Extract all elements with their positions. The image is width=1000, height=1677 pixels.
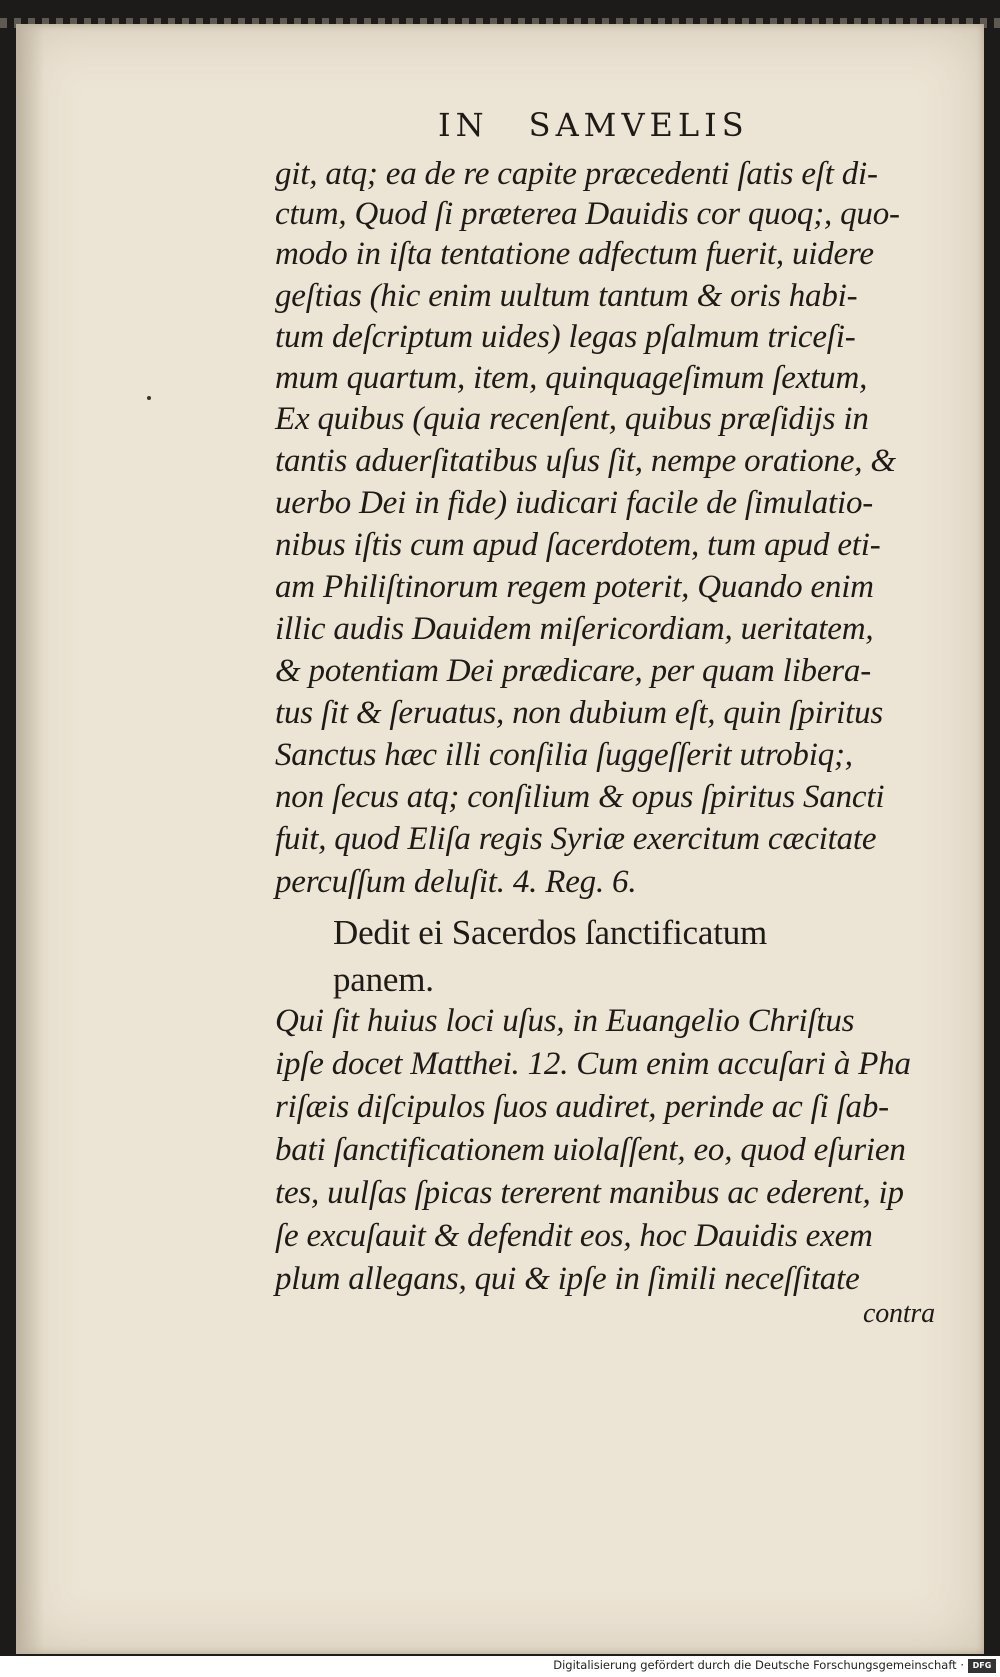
text-line: & potentiam Dei prædicare, per quam libera- — [275, 653, 872, 689]
text-line: tus ſit & ſeruatus, non dubium eſt, quin ſpiritus — [275, 695, 884, 731]
text-line: ſe excuſauit & defendit eos, hoc Dauidis exem — [275, 1218, 873, 1254]
text-line: ctum, Quod ſi præterea Dauidis cor quoq;, quo- — [275, 196, 900, 232]
running-head-left: IN — [438, 106, 489, 144]
text-line: nibus iſtis cum apud ſacerdotem, tum apud eti- — [275, 527, 881, 563]
text-line: plum allegans, qui & ipſe in ſimili neceſſitate — [275, 1261, 860, 1297]
text-line: tantis aduerſitatibus uſus ſit, nempe oratione, & — [275, 443, 896, 479]
catchword: contra — [863, 1298, 935, 1329]
text-line: percuſſum deluſit. 4. Reg. 6. — [275, 864, 637, 900]
section-heading-line: Dedit ei Sacerdos ſanctificatum — [333, 913, 768, 952]
text-line: Sanctus hæc illi conſilia ſuggeſſerit utrobiq;, — [275, 737, 853, 773]
text-line: tes, uulſas ſpicas tererent manibus ac ederent, ip — [275, 1175, 904, 1211]
text-line: Qui ſit huius loci uſus, in Euangelio Chriſtus — [275, 1003, 855, 1039]
text-line: uerbo Dei in fide) iudicari facile de ſimulatio- — [275, 485, 874, 521]
page-gutter-shadow — [16, 24, 44, 1654]
text-line: tum deſcriptum uides) legas pſalmum triceſi- — [275, 319, 856, 355]
text-line: mum quartum, item, quinquageſimum ſextum, — [275, 360, 868, 396]
footer-credit: Digitalisierung gefördert durch die Deutsche Forschungsgemeinschaft · — [553, 1658, 964, 1672]
running-head-right: SAMVELIS — [528, 106, 749, 144]
text-line: git, atq; ea de re capite præcedenti ſatis eſt di- — [275, 156, 878, 192]
section-heading-line: panem. — [333, 960, 434, 999]
text-line: bati ſanctificationem uiolaſſent, eo, quod eſurien — [275, 1132, 906, 1168]
ink-speck — [147, 396, 151, 400]
text-line: modo in iſta tentatione adfectum fuerit, uidere — [275, 236, 874, 272]
text-line: fuit, quod Eliſa regis Syriæ exercitum cæcitate — [275, 821, 877, 857]
text-line: ipſe docet Matthei. 12. Cum enim accuſari à Pha — [275, 1046, 911, 1082]
text-line: Ex quibus (quia recenſent, quibus præſidijs in — [275, 401, 869, 437]
text-line: illic audis Dauidem miſericordiam, ueritatem, — [275, 611, 874, 647]
text-line: geſtias (hic enim uultum tantum & oris habi- — [275, 278, 858, 314]
footer-bar — [0, 1656, 1000, 1677]
text-line: non ſecus atq; conſilium & opus ſpiritus Sancti — [275, 779, 885, 815]
text-line: riſæis diſcipulos ſuos audiret, perinde ac ſi ſab- — [275, 1089, 889, 1125]
text-line: am Philiſtinorum regem poterit, Quando enim — [275, 569, 874, 605]
dfg-logo-icon: DFG — [968, 1659, 996, 1673]
running-head — [438, 106, 749, 144]
